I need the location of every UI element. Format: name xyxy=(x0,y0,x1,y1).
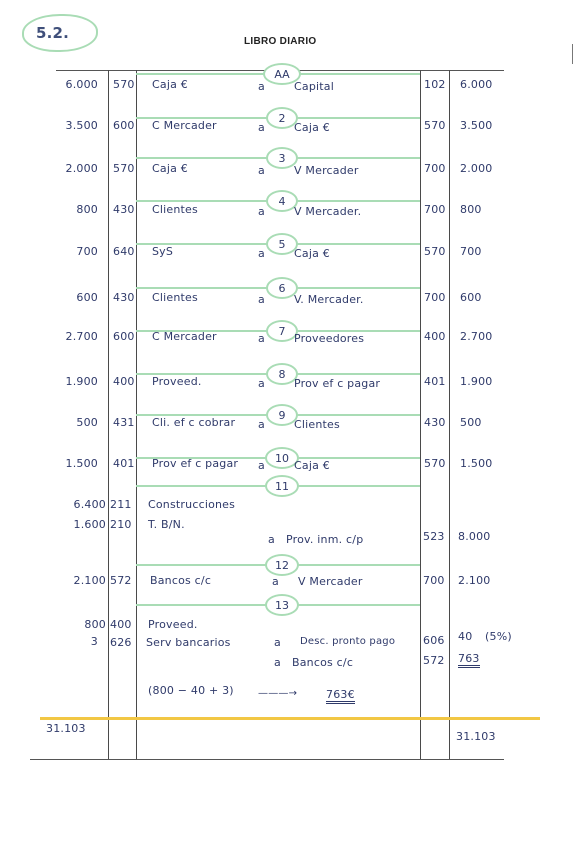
debit-account: 570 xyxy=(113,162,135,175)
debit-amount: 1.500 xyxy=(65,457,98,470)
connector-a: a xyxy=(258,293,265,306)
debit-name: C Mercader xyxy=(152,119,217,132)
credit-account: 570 xyxy=(424,119,446,132)
credit-account: 400 xyxy=(424,330,446,343)
connector-a: a xyxy=(274,656,281,669)
entry-number-label: 10 xyxy=(275,451,289,465)
col-rule-3 xyxy=(420,70,421,760)
bottom-rule xyxy=(30,759,504,760)
debit-name: Proveed. xyxy=(152,375,202,388)
total-highlight xyxy=(40,717,540,720)
debit-name: SyS xyxy=(152,245,174,258)
credit-amount: 2.700 xyxy=(460,330,493,343)
debit-account: 600 xyxy=(113,119,135,132)
debit-account: 431 xyxy=(113,416,135,429)
credit-name: Bancos c/c xyxy=(292,656,354,669)
connector-a: a xyxy=(274,636,281,649)
debit-amount: 500 xyxy=(76,416,98,429)
arrow: ———→ xyxy=(258,688,298,699)
debit-account: 640 xyxy=(113,245,135,258)
debit-account: 401 xyxy=(113,457,135,470)
debit-account: 400 xyxy=(113,375,135,388)
credit-account: 523 xyxy=(423,530,445,543)
entry-number-label: 3 xyxy=(278,151,286,165)
credit-account: 700 xyxy=(423,574,445,587)
entry-number-label: AA xyxy=(274,67,290,81)
debit-amount: 1.600 xyxy=(73,518,106,531)
debit-name: Caja € xyxy=(152,78,188,91)
credit-amount: 40 xyxy=(458,630,473,643)
credit-name: Proveedores xyxy=(294,332,365,345)
debit-name: Proveed. xyxy=(148,618,198,631)
debit-name: Cli. ef c cobrar xyxy=(152,416,236,429)
connector-a: a xyxy=(258,332,265,345)
debit-name: Clientes xyxy=(152,291,198,304)
debit-account: 210 xyxy=(110,518,132,531)
credit-amount: 500 xyxy=(460,416,482,429)
debit-name: Caja € xyxy=(152,162,188,175)
debit-amount: 3.500 xyxy=(65,119,98,132)
total-debit: 31.103 xyxy=(46,722,86,735)
credit-amount: 700 xyxy=(460,245,482,258)
credit-name: V Mercader. xyxy=(294,205,362,218)
credit-name: V Mercader xyxy=(298,575,363,588)
debit-amount: 2.000 xyxy=(65,162,98,175)
entry-number-label: 8 xyxy=(278,367,286,381)
debit-name: Bancos c/c xyxy=(150,574,212,587)
debit-account: 430 xyxy=(113,291,135,304)
debit-amount: 800 xyxy=(76,203,98,216)
debit-amount: 600 xyxy=(76,291,98,304)
credit-account: 102 xyxy=(424,78,446,91)
credit-amount: 6.000 xyxy=(460,78,493,91)
entry-number-label: 4 xyxy=(278,194,286,208)
connector-a: a xyxy=(272,575,279,588)
debit-amount: 700 xyxy=(76,245,98,258)
credit-name: Prov ef c pagar xyxy=(294,377,381,390)
credit-amount: 3.500 xyxy=(460,119,493,132)
credit-amount: 763 xyxy=(458,652,480,668)
debit-name: Construcciones xyxy=(148,498,236,511)
debit-account: 626 xyxy=(110,636,132,649)
credit-amount: 800 xyxy=(460,203,482,216)
debit-amount: 800 xyxy=(84,618,106,631)
credit-name: Clientes xyxy=(294,418,340,431)
credit-account: 700 xyxy=(424,291,446,304)
debit-account: 211 xyxy=(110,498,132,511)
debit-amount: 2.700 xyxy=(65,330,98,343)
edge-mark xyxy=(572,44,573,64)
credit-name: V. Mercader. xyxy=(294,293,364,306)
credit-name: Capital xyxy=(294,80,334,93)
debit-amount: 6.400 xyxy=(73,498,106,511)
credit-name: Caja € xyxy=(294,459,330,472)
debit-amount: 3 xyxy=(90,635,98,648)
credit-account: 700 xyxy=(424,203,446,216)
connector-a: a xyxy=(258,205,265,218)
debit-name: Serv bancarios xyxy=(146,636,231,649)
col-rule-1 xyxy=(108,70,109,760)
connector-a: a xyxy=(258,377,265,390)
credit-name: Prov. inm. c/p xyxy=(286,533,364,546)
calculation-result: 763€ xyxy=(326,688,355,704)
debit-account: 570 xyxy=(113,78,135,91)
credit-name: Caja € xyxy=(294,121,330,134)
credit-account: 572 xyxy=(423,654,445,667)
section-badge: 5.2. xyxy=(36,24,70,42)
entry-number-label: 2 xyxy=(278,111,286,125)
col-rule-4 xyxy=(449,70,450,760)
entry-number-label: 5 xyxy=(278,237,286,251)
debit-account: 400 xyxy=(110,618,132,631)
entry-number-label: 7 xyxy=(278,324,286,338)
connector-a: a xyxy=(268,533,275,546)
entry-number-label: 6 xyxy=(278,281,286,295)
credit-name: Desc. pronto pago xyxy=(300,636,396,647)
debit-account: 600 xyxy=(113,330,135,343)
credit-amount: 2.100 xyxy=(458,574,491,587)
page-title: LIBRO DIARIO xyxy=(244,36,317,47)
connector-a: a xyxy=(258,121,265,134)
credit-account: 700 xyxy=(424,162,446,175)
credit-amount: 8.000 xyxy=(458,530,491,543)
credit-amount: 2.000 xyxy=(460,162,493,175)
credit-account: 430 xyxy=(424,416,446,429)
credit-name: Caja € xyxy=(294,247,330,260)
debit-name: Clientes xyxy=(152,203,198,216)
credit-account: 401 xyxy=(424,375,446,388)
entry-number-label: 9 xyxy=(278,408,286,422)
credit-account: 606 xyxy=(423,634,445,647)
debit-name: Prov ef c pagar xyxy=(152,457,239,470)
credit-amount: 1.900 xyxy=(460,375,493,388)
credit-amount: 600 xyxy=(460,291,482,304)
entry-number: 13 xyxy=(265,594,299,616)
credit-name: V Mercader xyxy=(294,164,359,177)
entry-number: 11 xyxy=(265,475,299,497)
debit-name: T. B/N. xyxy=(148,518,185,531)
connector-a: a xyxy=(258,459,265,472)
credit-account: 570 xyxy=(424,245,446,258)
connector-a: a xyxy=(258,247,265,260)
calculation: (800 − 40 + 3) xyxy=(148,684,234,697)
debit-account: 572 xyxy=(110,574,132,587)
credit-amount: 1.500 xyxy=(460,457,493,470)
percent-note: (5%) xyxy=(485,630,512,643)
credit-account: 570 xyxy=(424,457,446,470)
connector-a: a xyxy=(258,418,265,431)
connector-a: a xyxy=(258,164,265,177)
debit-amount: 2.100 xyxy=(73,574,106,587)
debit-amount: 1.900 xyxy=(65,375,98,388)
entry-number: 12 xyxy=(265,554,299,576)
debit-name: C Mercader xyxy=(152,330,217,343)
total-credit: 31.103 xyxy=(456,730,496,743)
debit-amount: 6.000 xyxy=(65,78,98,91)
debit-account: 430 xyxy=(113,203,135,216)
connector-a: a xyxy=(258,80,265,93)
